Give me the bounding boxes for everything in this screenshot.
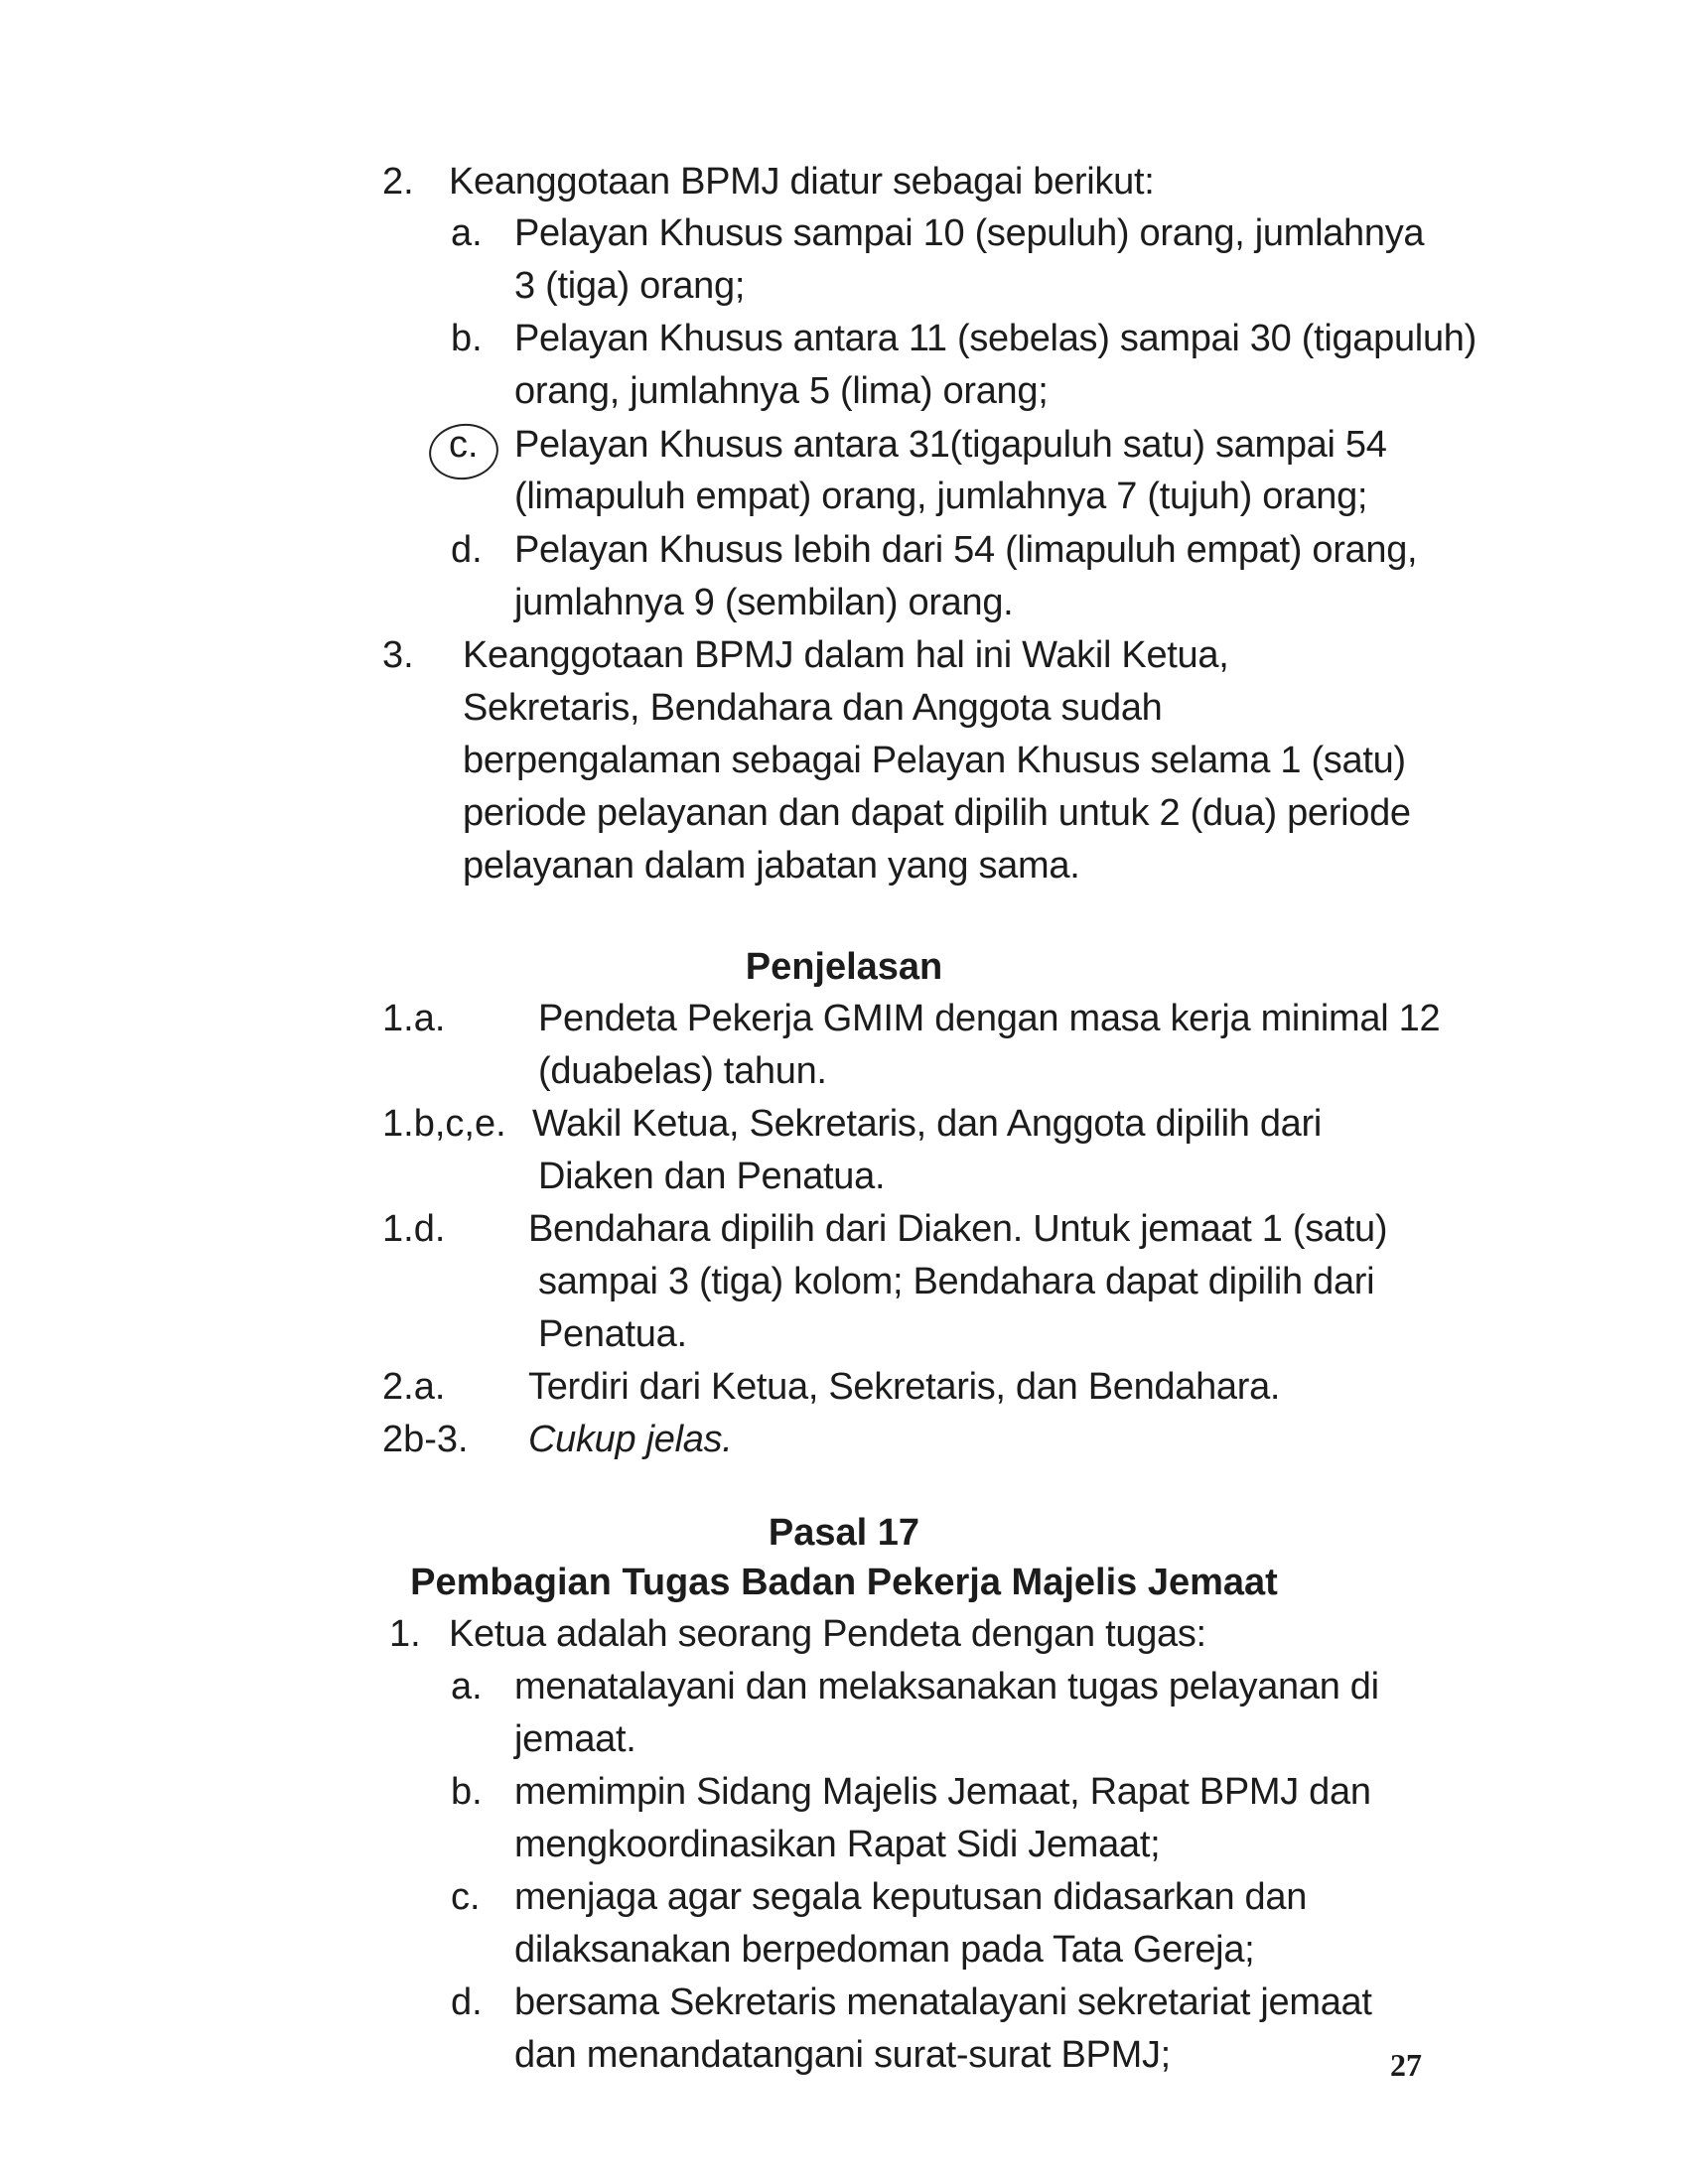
pasal-1a-line-1: menatalayani dan melaksanakan tugas pelayanan di	[514, 1666, 1379, 1707]
item-2a-line-1: Pelayan Khusus sampai 10 (sepuluh) orang, jumlahnya	[514, 212, 1425, 254]
pasal-item-1-number: 1.	[389, 1613, 421, 1655]
item-2a-line-2: 3 (tiga) orang;	[514, 265, 746, 307]
explanation-1bce-line-2: Diaken dan Penatua.	[538, 1156, 886, 1197]
explanation-1a-label: 1.a.	[382, 998, 446, 1039]
explanation-2a-label: 2.a.	[382, 1366, 446, 1408]
item-3-line-3: berpengalaman sebagai Pelayan Khusus selama 1 (satu)	[463, 740, 1406, 781]
pasal-1a-line-2: jemaat.	[514, 1718, 636, 1760]
item-2d-line-2: jumlahnya 9 (sembilan) orang.	[514, 582, 1014, 623]
explanation-2b3-label: 2b-3.	[382, 1419, 469, 1460]
pasal-1d-line-1: bersama Sekretaris menatalayani sekretariat jemaat	[514, 1981, 1372, 2023]
item-2c-line-2: (limapuluh empat) orang, jumlahnya 7 (tujuh) orang;	[514, 476, 1368, 517]
explanation-1bce-line-1: Wakil Ketua, Sekretaris, dan Anggota dipilih dari	[532, 1103, 1323, 1145]
explanation-1d-label: 1.d.	[382, 1208, 446, 1250]
item-2c-letter: c.	[449, 424, 479, 466]
pasal-subtitle: Pembagian Tugas Badan Pekerja Majelis Jemaat	[410, 1562, 1278, 1603]
explanation-1d-line-1: Bendahara dipilih dari Diaken. Untuk jemaat 1 (satu)	[528, 1208, 1388, 1250]
item-3-line-4: periode pelayanan dan dapat dipilih untuk 2 (dua) periode	[463, 792, 1411, 834]
pasal-1b-line-2: mengkoordinasikan Rapat Sidi Jemaat;	[514, 1824, 1161, 1865]
explanation-2b3-line-1: Cukup jelas.	[528, 1419, 733, 1460]
pasal-1c-letter: c.	[451, 1876, 481, 1918]
explanation-2a-line-1: Terdiri dari Ketua, Sekretaris, dan Bendahara.	[528, 1366, 1281, 1408]
pasal-1a-letter: a.	[451, 1666, 483, 1707]
pasal-1c-line-1: menjaga agar segala keputusan didasarkan dan	[514, 1876, 1308, 1918]
item-2d-line-1: Pelayan Khusus lebih dari 54 (limapuluh empat) orang,	[514, 529, 1418, 571]
explanation-1d-line-3: Penatua.	[538, 1313, 687, 1355]
item-2-number: 2.	[382, 161, 414, 203]
item-2b-line-1: Pelayan Khusus antara 11 (sebelas) sampai 30 (tigapuluh)	[514, 318, 1477, 359]
item-3-line-5: pelayanan dalam jabatan yang sama.	[463, 845, 1080, 887]
pasal-item-1-text: Ketua adalah seorang Pendeta dengan tugas:	[449, 1613, 1206, 1655]
item-2-text: Keanggotaan BPMJ diatur sebagai berikut:	[449, 161, 1155, 203]
item-3-line-2: Sekretaris, Bendahara dan Anggota sudah	[463, 687, 1163, 729]
explanation-1bce-label: 1.b,c,e.	[382, 1103, 506, 1145]
item-3-number: 3.	[382, 634, 414, 676]
item-2c-line-1: Pelayan Khusus antara 31(tigapuluh satu) sampai 54	[514, 424, 1387, 466]
item-3-line-1: Keanggotaan BPMJ dalam hal ini Wakil Ketua,	[463, 634, 1229, 676]
item-2b-line-2: orang, jumlahnya 5 (lima) orang;	[514, 370, 1049, 412]
pasal-1b-letter: b.	[451, 1771, 483, 1813]
item-2b-letter: b.	[451, 318, 483, 359]
explanation-1d-line-2: sampai 3 (tiga) kolom; Bendahara dapat dipilih dari	[538, 1261, 1375, 1302]
pasal-1c-line-2: dilaksanakan berpedoman pada Tata Gereja;	[514, 1929, 1255, 1971]
explanation-1a-line-1: Pendeta Pekerja GMIM dengan masa kerja minimal 12	[538, 998, 1441, 1039]
item-2a-letter: a.	[451, 212, 483, 254]
item-2d-letter: d.	[451, 529, 483, 571]
page-number: 27	[1390, 2047, 1422, 2083]
penjelasan-heading: Penjelasan	[745, 946, 943, 988]
pasal-1d-line-2: dan menandatangani surat-surat BPMJ;	[514, 2034, 1171, 2076]
explanation-1a-line-2: (duabelas) tahun.	[538, 1050, 827, 1092]
pasal-title: Pasal 17	[768, 1512, 920, 1554]
pasal-1d-letter: d.	[451, 1981, 483, 2023]
pasal-1b-line-1: memimpin Sidang Majelis Jemaat, Rapat BPMJ dan	[514, 1771, 1371, 1813]
